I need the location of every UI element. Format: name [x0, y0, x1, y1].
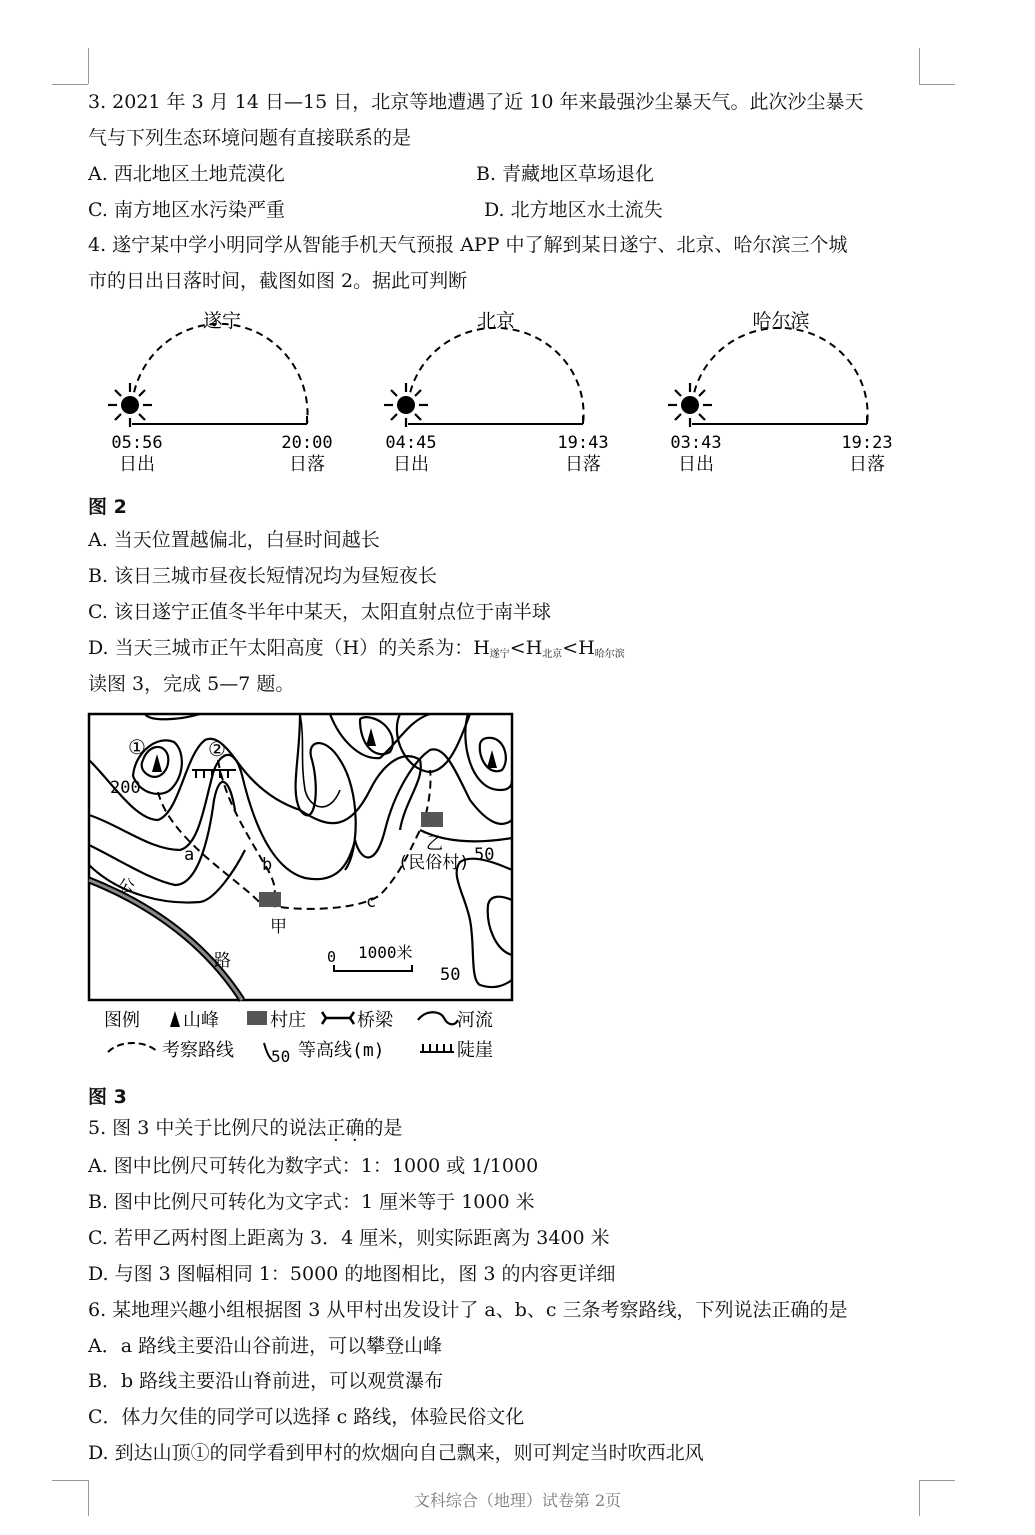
sunrise-label: 日出	[119, 454, 155, 475]
q6-option-d: D. 到达山顶①的同学看到甲村的炊烟向自己飘来，则可判定当时吹西北风	[88, 1442, 704, 1464]
q5-option-d: D. 与图 3 图幅相同 1：5000 的地图相比，图 3 的内容更详细	[88, 1263, 616, 1285]
scale-bar	[334, 965, 412, 971]
routes	[158, 760, 431, 909]
sunset-time: 19:43	[557, 433, 609, 453]
sun-icon	[108, 383, 152, 427]
legend-village: 村庄	[270, 1010, 306, 1031]
q3-option-d: D. 北方地区水土流失	[484, 199, 663, 221]
village-yi-desc: (民俗村)	[398, 853, 470, 873]
sub-harbin: 哈尔滨	[594, 649, 625, 660]
route-a	[158, 792, 262, 905]
village-jia-label: 甲	[270, 917, 287, 937]
sub-beijing: 北京	[542, 649, 563, 660]
crop-mark-tr-h	[919, 84, 955, 85]
day-arc	[132, 324, 308, 424]
contour-50-label-b: 50	[440, 965, 461, 985]
city-name: 哈尔滨	[752, 310, 810, 332]
peak-2-label: ②	[208, 737, 226, 761]
intro-5-7: 读图 3，完成 5—7 题。	[88, 673, 295, 695]
peak-icon	[366, 728, 376, 746]
route-a-label: a	[184, 845, 195, 865]
city-panel-harbin	[668, 310, 893, 475]
village-jia	[259, 892, 281, 907]
legend-cliff-icon	[420, 1044, 454, 1052]
river	[300, 714, 340, 807]
legend-contour: 等高线(m)	[298, 1040, 385, 1061]
route-b-label: b	[262, 855, 273, 875]
crop-mark-tl-h	[52, 84, 88, 85]
figure-3-title: 图 3	[88, 1086, 127, 1108]
city-name: 北京	[476, 310, 516, 332]
crop-mark-tr-v	[919, 48, 920, 84]
crop-mark-tl-v	[88, 48, 89, 84]
legend-river: 河流	[457, 1010, 493, 1031]
q5-stem-pre: 5. 图 3 中关于比例尺的说法	[88, 1117, 327, 1139]
sunrise-label: 日出	[678, 454, 714, 475]
q5-stem	[88, 1116, 402, 1140]
q6-option-c: C．体力欠佳的同学可以选择 c 路线，体验民俗文化	[88, 1406, 525, 1428]
q6-option-a: A．a 路线主要沿山谷前进，可以攀登山峰	[88, 1335, 443, 1357]
sun-icon	[384, 383, 428, 427]
scale-zero: 0	[327, 948, 337, 966]
lt-2: <H	[562, 637, 595, 659]
legend-route-icon	[108, 1043, 158, 1052]
q5-option-a: A. 图中比例尺可转化为数字式：1：1000 或 1/1000	[88, 1155, 539, 1177]
legend-peak: 山峰	[183, 1010, 219, 1031]
q4-option-d	[88, 636, 625, 667]
highway-inner	[89, 880, 242, 1000]
peak-icon	[487, 750, 497, 768]
lt-1: <H	[509, 637, 543, 659]
city-panel-beijing	[384, 310, 609, 475]
q4-option-d-main: D. 当天三城市正午太阳高度（H）的关系为：H	[88, 637, 490, 659]
city-panel-suining	[108, 310, 333, 475]
q3-option-c: C. 南方地区水污染严重	[88, 199, 285, 221]
q5-stem-post: 的是	[364, 1117, 403, 1139]
q5-emph-1: 正	[326, 1117, 346, 1139]
contour-lines	[89, 714, 512, 987]
figure-2-sun-diagram	[0, 300, 1035, 480]
route-c	[268, 770, 431, 909]
sunrise-label: 日出	[393, 454, 429, 475]
q4-option-c: C. 该日遂宁正值冬半年中某天，太阳直射点位于南半球	[88, 601, 551, 623]
sunset-label: 日落	[849, 454, 885, 475]
village-yi	[421, 812, 443, 827]
page-footer: 文科综合（地理）试卷第 2页	[413, 1491, 622, 1510]
q5-option-b: B. 图中比例尺可转化为文字式：1 厘米等于 1000 米	[88, 1191, 535, 1213]
figure-3-contour-map	[0, 705, 1035, 1065]
figure-2-title: 图 2	[88, 496, 127, 518]
q3-option-a: A. 西北地区土地荒漠化	[88, 163, 285, 185]
legend-cliff: 陡崖	[457, 1040, 493, 1061]
peak-icon	[152, 754, 162, 772]
sub-suining: 遂宁	[489, 649, 510, 660]
q3-option-b: B. 青藏地区草场退化	[476, 163, 655, 185]
day-arc	[692, 328, 868, 424]
day-arc	[408, 328, 584, 424]
sunrise-time: 05:56	[111, 433, 163, 453]
highway	[89, 880, 242, 1000]
route-b	[218, 760, 275, 905]
sunrise-time: 04:45	[385, 433, 437, 453]
q4-option-a: A. 当天位置越偏北，白昼时间越长	[88, 529, 380, 551]
village-yi-label: 乙	[426, 834, 443, 854]
legend-route: 考察路线	[162, 1040, 234, 1061]
q5-option-c: C. 若甲乙两村图上距离为 3．4 厘米，则实际距离为 3400 米	[88, 1227, 610, 1249]
sunset-label: 日落	[565, 454, 601, 475]
q4-option-b: B. 该日三城市昼夜长短情况均为昼短夜长	[88, 565, 438, 587]
scale-length: 1000米	[358, 943, 413, 962]
contour-200-label: 200	[110, 778, 141, 798]
q4-stem-line1: 4. 遂宁某中学小明同学从智能手机天气预报 APP 中了解到某日遂宁、北京、哈尔滨三个城	[88, 234, 848, 256]
peak-1-label: ①	[128, 735, 146, 759]
legend-contour-number: 50	[271, 1047, 291, 1065]
legend-bridge-icon	[322, 1012, 354, 1024]
city-name: 遂宁	[202, 310, 242, 332]
q6-stem: 6. 某地理兴趣小组根据图 3 从甲村出发设计了 a、b、c 三条考察路线，下列说法正确的是	[88, 1299, 848, 1321]
q3-stem-line2: 气与下列生态环境问题有直接联系的是	[88, 127, 412, 149]
legend-village-icon	[247, 1011, 267, 1025]
sunset-time: 20:00	[281, 433, 333, 453]
sun-icon	[668, 383, 712, 427]
highway-label-lu: 路	[214, 951, 231, 971]
legend-title: 图例	[104, 1010, 140, 1031]
legend-peak-icon	[170, 1011, 180, 1027]
sunrise-time: 03:43	[670, 433, 722, 453]
q4-stem-line2: 市的日出日落时间，截图如图 2。据此可判断	[88, 270, 468, 292]
q5-emph-2: 确	[345, 1117, 365, 1139]
crop-mark-bl-h	[52, 1480, 88, 1481]
sunset-time: 19:23	[841, 433, 893, 453]
crop-mark-br-h	[919, 1480, 955, 1481]
contour-50-label-a: 50	[474, 845, 495, 865]
q6-option-b: B．b 路线主要沿山脊前进，可以观赏瀑布	[88, 1370, 444, 1392]
legend-river-icon	[418, 1012, 458, 1024]
route-c-label: c	[366, 892, 377, 912]
legend-bridge: 桥梁	[357, 1010, 393, 1031]
highway-label-gong: 公	[118, 877, 135, 897]
sunset-label: 日落	[289, 454, 325, 475]
map-legend	[104, 1009, 493, 1065]
q3-stem-line1: 3. 2021 年 3 月 14 日—15 日，北京等地遭遇了近 10 年来最强沙尘暴天气。此次沙尘暴天	[88, 91, 864, 113]
